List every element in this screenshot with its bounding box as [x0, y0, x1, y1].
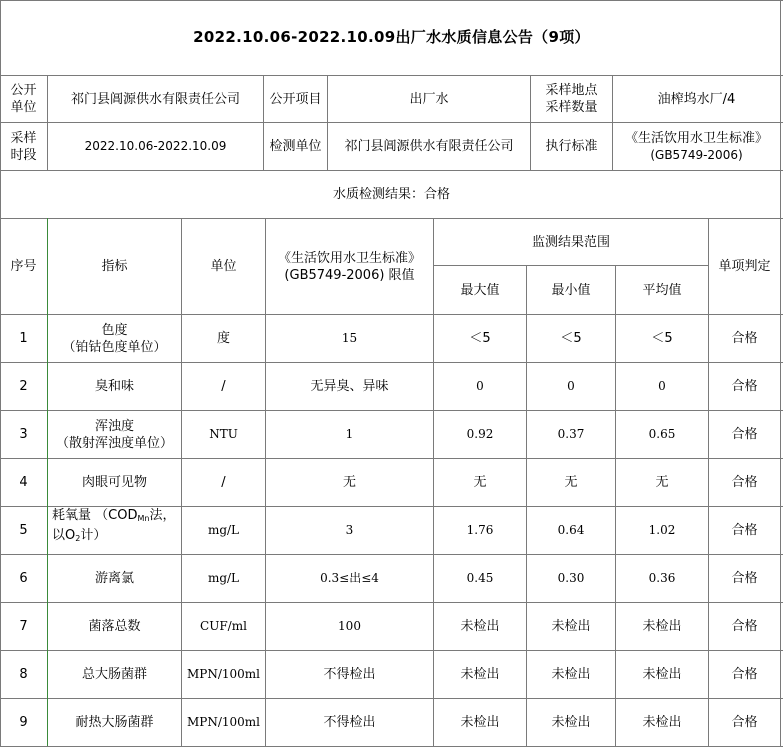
indicator-text: 法，: [149, 508, 176, 523]
cell-unit: /: [221, 475, 226, 490]
cell-verdict: 合格: [731, 475, 758, 490]
cell-verdict: 合格: [731, 427, 758, 442]
cell-no: 3: [19, 427, 28, 442]
cell-no: 5: [19, 523, 28, 538]
indicator-note: （散射浑浊度单位）: [55, 435, 173, 451]
cell-max: ＜5: [469, 331, 491, 346]
cell-min: 无: [564, 475, 578, 490]
cell-min: 未检出: [551, 667, 591, 682]
cell-limit: 不得检出: [323, 715, 376, 730]
cell-no: 7: [19, 619, 28, 634]
cell-verdict: 合格: [731, 667, 758, 682]
cell-unit: MPN/100ml: [186, 667, 261, 681]
header-verdict: 单项判定: [718, 259, 771, 274]
public-unit-value: 祁门县阊源供水有限责任公司: [70, 91, 240, 107]
cell-avg: 未检出: [642, 667, 682, 682]
cell-verdict: 合格: [731, 331, 758, 346]
cell-min: ＜5: [560, 331, 582, 346]
cell-max: 0.92: [466, 427, 494, 441]
header-no: 序号: [10, 259, 37, 274]
cell-avg: 1.02: [648, 523, 676, 537]
period-value: 2022.10.06-2022.10.09: [84, 139, 227, 153]
label-text: 采样: [10, 130, 37, 146]
cell-limit: 0.3≤出≤4: [320, 571, 379, 585]
public-unit-label: [0, 76, 47, 122]
public-item-value: 出厂水: [409, 91, 449, 107]
cell-min: 0.30: [557, 571, 585, 585]
header-min: 最小值: [551, 282, 591, 298]
cell-limit: 1: [345, 427, 354, 441]
indicator-text: 以O: [52, 528, 76, 543]
cell-unit: mg/L: [207, 571, 240, 585]
result-summary: 水质检测结果：合格: [332, 187, 450, 202]
test-unit-value: 祁门县阊源供水有限责任公司: [344, 139, 514, 154]
header-max: 最大值: [460, 282, 500, 298]
cell-indicator: 游离氯: [94, 571, 134, 586]
cell-unit: NTU: [209, 427, 238, 441]
indicator-subscript: Mn: [137, 514, 150, 523]
standard-value: [613, 123, 780, 170]
header-avg: 平均值: [642, 282, 682, 298]
indicator-text: 计）: [80, 528, 107, 543]
standard-label: 执行标准: [545, 139, 598, 154]
cell-max: 无: [473, 475, 487, 490]
cell-avg: 0.36: [648, 571, 676, 585]
cell-avg: 无: [655, 475, 669, 490]
sampling-value: 油榨坞水厂/4: [657, 91, 736, 107]
indicator-name: 耗氧量 （COD: [52, 508, 138, 523]
cell-verdict: 合格: [731, 523, 758, 538]
cell-max: 1.76: [466, 523, 494, 537]
cell-avg: 0: [658, 379, 666, 393]
sampling-label: [531, 76, 612, 122]
cell-indicator: [48, 315, 181, 362]
header-indicator: 指标: [101, 259, 128, 274]
cell-min: 0.37: [557, 427, 585, 441]
header-range: 监测结果范围: [531, 234, 610, 250]
cell-indicator: 臭和味: [94, 379, 134, 394]
cell-max: 未检出: [460, 667, 500, 682]
indicator-note: （铂钴色度单位）: [62, 339, 167, 355]
cell-verdict: 合格: [731, 619, 758, 634]
cell-limit: 3: [345, 523, 354, 537]
header-limit-line: 《生活饮用水卫生标准》: [277, 250, 421, 266]
cell-unit: mg/L: [207, 523, 240, 537]
cell-limit: 无异臭、异味: [310, 379, 389, 394]
cell-no: 1: [19, 331, 28, 346]
cell-max: 0: [476, 379, 484, 393]
cell-max: 0.45: [466, 571, 494, 585]
cell-verdict: 合格: [731, 379, 758, 394]
cell-min: 0.64: [557, 523, 585, 537]
cell-max: 未检出: [460, 619, 500, 634]
cell-unit: MPN/100ml: [186, 715, 261, 729]
cell-min: 未检出: [551, 619, 591, 634]
label-text: 公开: [10, 83, 37, 98]
cell-no: 2: [19, 379, 28, 394]
cell-min: 0: [567, 379, 575, 393]
period-label: [0, 123, 47, 170]
cell-no: 8: [19, 667, 28, 682]
cell-indicator: 菌落总数: [88, 619, 141, 634]
label-text: 采样数量: [545, 100, 598, 115]
cell-unit: CUF/ml: [200, 619, 247, 633]
cell-no: 6: [19, 571, 28, 586]
test-unit-label: 检测单位: [269, 139, 322, 154]
cell-min: 未检出: [551, 715, 591, 730]
cell-max: 未检出: [460, 715, 500, 730]
cell-unit: 度: [216, 331, 230, 346]
label-text: 采样地点: [545, 83, 598, 98]
grid-line: [0, 746, 783, 747]
public-item-label: 公开项目: [269, 91, 322, 107]
indicator-name: 色度: [101, 322, 128, 338]
indicator-name: 浑浊度: [94, 418, 134, 434]
cell-limit: 无: [342, 475, 356, 490]
cell-avg: 0.65: [648, 427, 676, 441]
cell-verdict: 合格: [731, 571, 758, 586]
indicator-subscript: 2: [75, 534, 81, 543]
cell-avg: 未检出: [642, 715, 682, 730]
cell-indicator: 总大肠菌群: [81, 667, 147, 682]
label-text: 时段: [10, 147, 37, 163]
cell-indicator: [48, 507, 181, 554]
cell-no: 4: [19, 475, 28, 490]
cell-indicator: [48, 411, 181, 458]
cell-avg: 未检出: [642, 619, 682, 634]
cell-verdict: 合格: [731, 715, 758, 730]
header-limit: [266, 219, 433, 314]
indicator-line: [52, 507, 175, 527]
cell-avg: ＜5: [651, 331, 673, 346]
cell-limit: 100: [338, 619, 361, 633]
label-text: 单位: [10, 100, 37, 115]
grid-line: [780, 0, 781, 747]
standard-code: (GB5749-2006): [650, 147, 743, 162]
header-unit: 单位: [210, 259, 237, 274]
page-title: 2022.10.06-2022.10.09出厂水水质信息公告（9项）: [193, 28, 590, 46]
cell-unit: /: [221, 379, 226, 394]
cell-no: 9: [19, 715, 28, 730]
cell-indicator: 耐热大肠菌群: [75, 715, 154, 730]
cell-limit: 不得检出: [323, 667, 376, 682]
standard-name: 《生活饮用水卫生标准》: [624, 130, 768, 146]
indicator-line: [52, 527, 106, 547]
cell-limit: 15: [341, 331, 358, 345]
header-limit-line: (GB5749-2006) 限值: [284, 267, 415, 283]
cell-indicator: 肉眼可见物: [81, 475, 147, 490]
